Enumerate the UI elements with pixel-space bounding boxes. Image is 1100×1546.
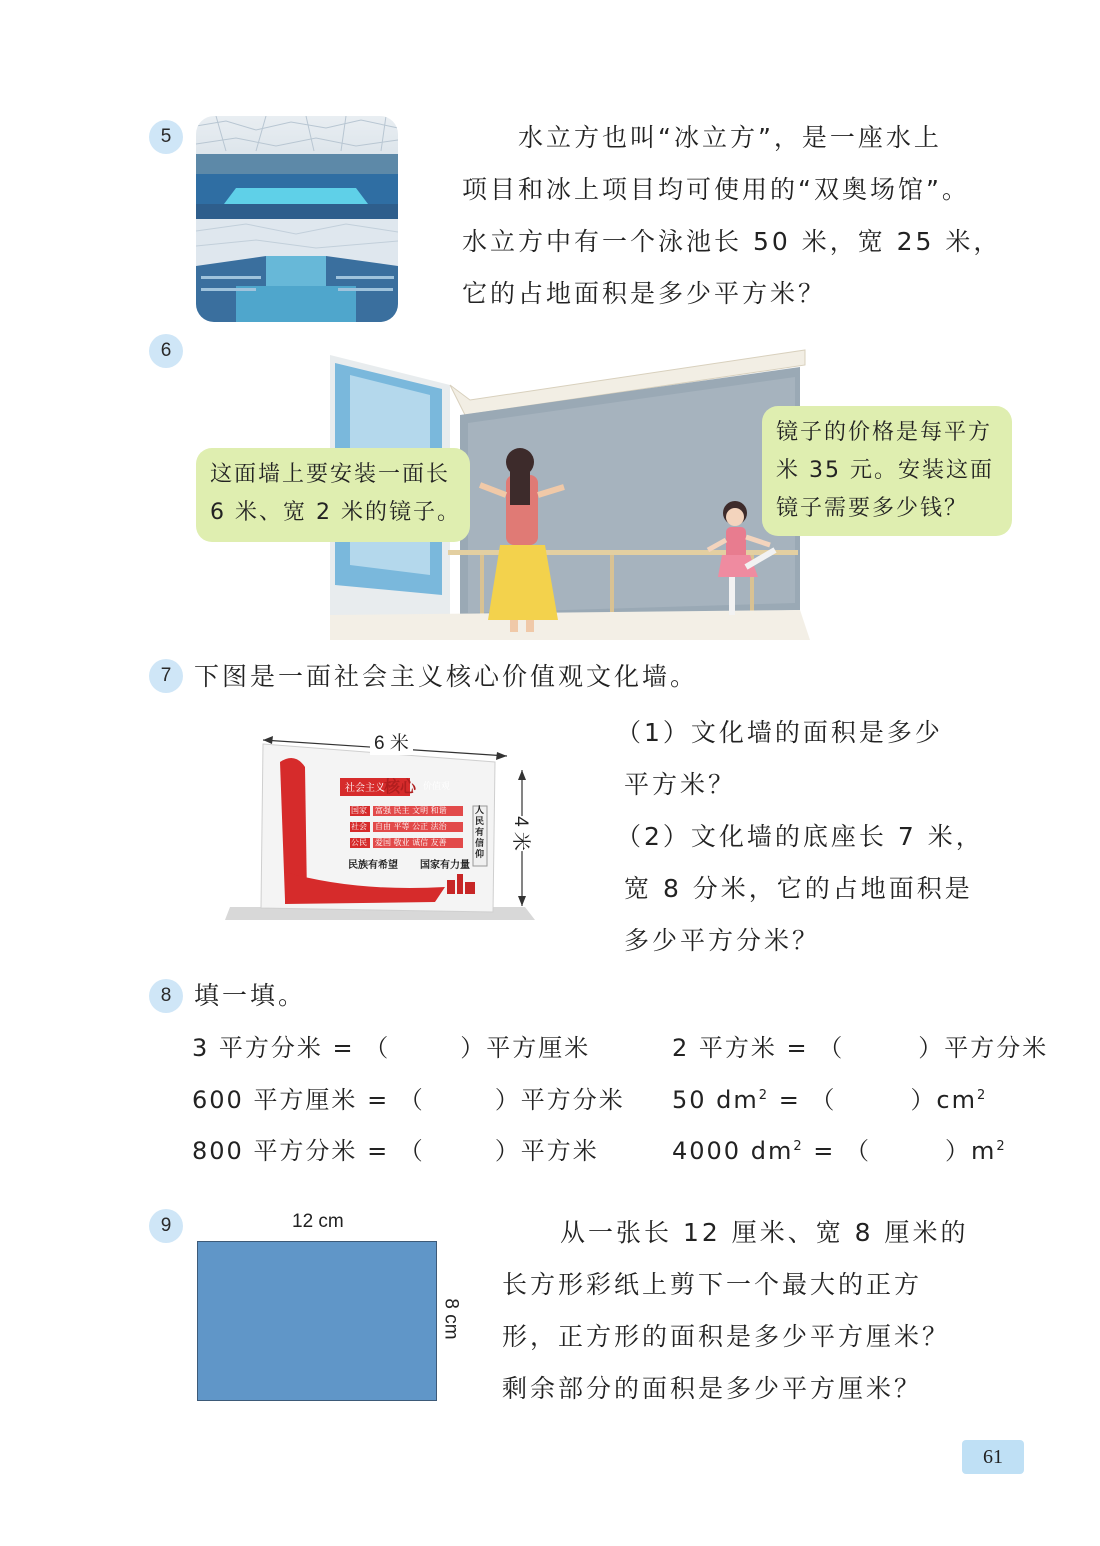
fill-left-post: ）平方米 [494, 1137, 599, 1165]
wall-side-text: 人民有信仰 [475, 806, 485, 860]
wall-width-label: 6 米 [370, 728, 413, 755]
problem-9-line: 从一张长 12 厘米、宽 8 厘米的 [560, 1218, 969, 1247]
fill-left-post: ）平方分米 [494, 1086, 625, 1114]
fill-left-pre: 600 平方厘米 = （ [192, 1086, 425, 1114]
problem-5-text [462, 112, 1001, 320]
fill-right-post: ）cm [910, 1086, 978, 1114]
wall-height-label: 4 米 [509, 816, 536, 851]
wall-header-text: 社会主义 [345, 783, 385, 794]
wall-row-items: 爱国 敬业 诚信 友善 [375, 838, 447, 847]
bubble-line: 6 米、宽 2 米的镜子。 [210, 500, 461, 525]
fill-row [192, 1131, 599, 1166]
fill-row [672, 1028, 1048, 1063]
problem-5-line: 水立方中有一个泳池长 50 米，宽 25 米， [462, 227, 1002, 256]
fill-right-pre: 2 平方米 = （ [672, 1034, 845, 1062]
bubble-line: 镜子的价格是每平方 [776, 420, 993, 445]
fill-row [672, 1131, 1007, 1166]
problem-9-line: 长方形彩纸上剪下一个最大的正方 [502, 1270, 923, 1299]
fill-right-mid: = （ [769, 1086, 837, 1114]
page-number: 61 [962, 1440, 1024, 1474]
wall-row-items: 自由 平等 公正 法治 [375, 822, 447, 831]
problem-5-line: 项目和冰上项目均可使用的“双奥场馆”。 [462, 175, 970, 204]
problem-number-8: 8 [149, 979, 183, 1013]
fill-right-post: ）平方分米 [918, 1034, 1049, 1062]
fill-right-pre: 50 dm [672, 1086, 759, 1114]
superscript: 2 [793, 1139, 804, 1154]
bubble-line: 镜子需要多少钱？ [776, 496, 969, 521]
bubble-line: 这面墙上要安装一面长 [210, 462, 451, 487]
fill-left-pre: 800 平方分米 = （ [192, 1137, 425, 1165]
problem-number-7: 7 [149, 659, 183, 693]
wall-row-tag: 公民 [351, 838, 367, 847]
fill-right-post: ）m [944, 1137, 997, 1165]
question-line: （2）文化墙的底座长 7 米， [616, 822, 984, 851]
speech-bubble-right [762, 406, 1012, 536]
wall-bottom-right-text: 国家有力量 [420, 860, 470, 871]
speech-bubble-left [196, 448, 470, 542]
fill-row [192, 1080, 625, 1115]
wall-header2-text: 价值观 [423, 782, 451, 792]
problem-number-9: 9 [149, 1209, 183, 1243]
question-line: 宽 8 分米，它的占地面积是 [624, 874, 973, 903]
wall-row-tag: 国家 [351, 806, 367, 815]
problem-number-6: 6 [149, 334, 183, 368]
question-line: 多少平方分米？ [624, 926, 821, 955]
problem-number-5: 5 [149, 120, 183, 154]
water-cube-photo [196, 116, 398, 322]
problem-8-title: 填一填。 [194, 981, 307, 1010]
rect-width-label: 12 cm [292, 1211, 344, 1232]
superscript: 2 [758, 1088, 770, 1103]
fill-row [192, 1028, 590, 1063]
superscript: 2 [977, 1088, 988, 1103]
wall-big-text: 核心 [384, 777, 417, 796]
problem-9-line: 剩余部分的面积是多少平方厘米？ [502, 1374, 923, 1403]
wall-row-items: 富强 民主 文明 和谐 [375, 806, 447, 815]
problem-7-questions [616, 707, 984, 967]
problem-5-line: 水立方也叫“冰立方”，是一座水上 [518, 123, 942, 152]
fill-left-pre: 3 平方分米 = （ [192, 1034, 391, 1062]
fill-right-mid: = （ [803, 1137, 871, 1165]
bubble-line: 米 35 元。安装这面 [776, 458, 994, 483]
problem-9-text [502, 1207, 969, 1415]
problem-9-line: 形，正方形的面积是多少平方厘米？ [502, 1322, 951, 1351]
rect-height-label: 8 cm [440, 1298, 462, 1340]
fill-row [672, 1080, 987, 1115]
question-line: 平方米？ [624, 770, 737, 799]
wall-bottom-left-text: 民族有希望 [348, 860, 398, 871]
fill-right-pre: 4000 dm [672, 1137, 794, 1165]
problem-7-intro: 下图是一面社会主义核心价值观文化墙。 [194, 662, 699, 691]
fill-left-post: ）平方厘米 [460, 1034, 591, 1062]
problem-5-line: 它的占地面积是多少平方米？ [462, 279, 827, 308]
question-line: （1）文化墙的面积是多少 [616, 718, 943, 747]
superscript: 2 [996, 1139, 1007, 1154]
wall-row-tag: 社会 [351, 822, 367, 831]
colored-paper-rectangle [197, 1241, 437, 1401]
